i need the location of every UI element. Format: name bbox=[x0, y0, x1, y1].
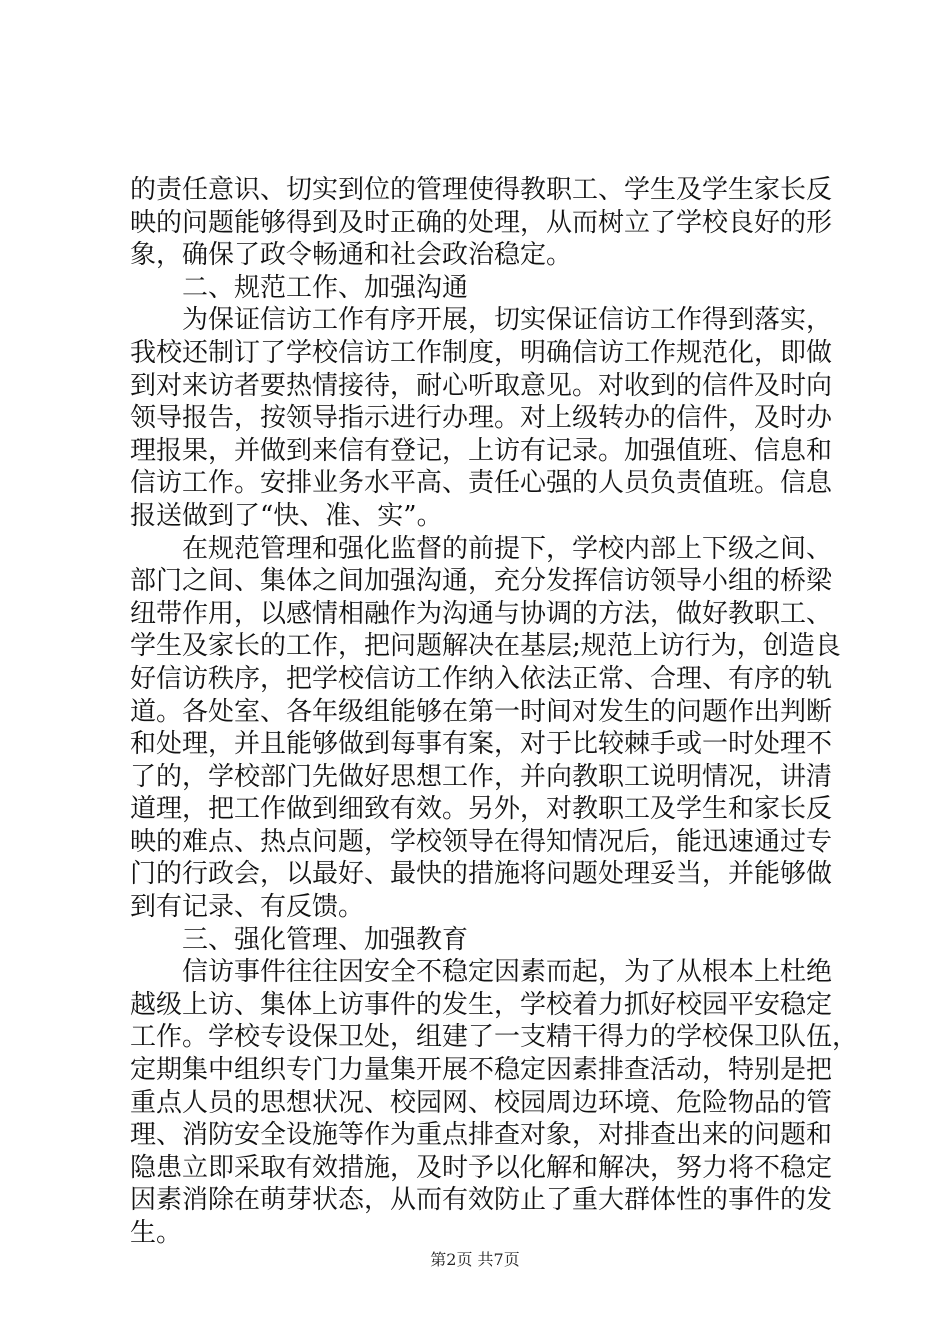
text-line: 象，确保了政令畅通和社会政治稳定。 bbox=[130, 240, 573, 271]
text-line: 信访工作。安排业务水平高、责任心强的人员负责值班。信息 bbox=[130, 468, 833, 499]
text-line: 部门之间、集体之间加强沟通，充分发挥信访领导小组的桥梁 bbox=[130, 566, 833, 597]
text-line: 信访事件往往因安全不稳定因素而起，为了从根本上杜绝 bbox=[130, 957, 833, 988]
text-line: 到对来访者要热情接待，耐心听取意见。对收到的信件及时向 bbox=[130, 370, 833, 401]
text-line: 映的问题能够得到及时正确的处理，从而树立了学校良好的形 bbox=[130, 207, 833, 238]
text-line: 纽带作用，以感情相融作为沟通与协调的方法，做好教职工、 bbox=[130, 598, 833, 629]
text-line: 了的，学校部门先做好思想工作，并向教职工说明情况，讲清 bbox=[130, 761, 833, 792]
text-line: 隐患立即采取有效措施，及时予以化解和解决，努力将不稳定 bbox=[130, 1152, 833, 1183]
text-line: 报送做到了“快、准、实”。 bbox=[130, 500, 443, 531]
text-line: 映的难点、热点问题，学校领导在得知情况后，能迅速通过专 bbox=[130, 826, 833, 857]
text-line: 定期集中组织专门力量集开展不稳定因素排查活动，特别是把 bbox=[130, 1055, 833, 1086]
text-line: 的责任意识、切实到位的管理使得教职工、学生及学生家长反 bbox=[130, 175, 833, 205]
text-line: 在规范管理和强化监督的前提下，学校内部上下级之间、 bbox=[130, 533, 833, 564]
text-line: 二、规范工作、加强沟通 bbox=[130, 272, 469, 303]
text-line: 学生及家长的工作，把问题解决在基层;规范上访行为，创造良 bbox=[130, 631, 841, 662]
text-line: 越级上访、集体上访事件的发生，学校着力抓好校园平安稳定 bbox=[130, 989, 833, 1020]
text-line: 三、强化管理、加强教育 bbox=[130, 924, 469, 955]
text-line: 工作。学校专设保卫处，组建了一支精干得力的学校保卫队伍， bbox=[130, 1022, 859, 1053]
text-line: 理、消防安全设施等作为重点排查对象，对排查出来的问题和 bbox=[130, 1120, 833, 1151]
text-line: 到有记录、有反馈。 bbox=[130, 892, 365, 923]
text-line: 道理，把工作做到细致有效。另外，对教职工及学生和家长反 bbox=[130, 794, 833, 825]
text-line: 门的行政会，以最好、最快的措施将问题处理妥当，并能够做 bbox=[130, 859, 833, 890]
page-footer: 第2页 共7页 bbox=[430, 1250, 520, 1269]
document-body bbox=[130, 174, 859, 1250]
text-line: 理报果，并做到来信有登记，上访有记录。加强值班、信息和 bbox=[130, 435, 833, 466]
text-line: 好信访秩序，把学校信访工作纳入依法正常、合理、有序的轨 bbox=[130, 663, 833, 694]
text-line: 和处理，并且能够做到每事有案，对于比较棘手或一时处理不 bbox=[130, 729, 833, 760]
text-line: 我校还制订了学校信访工作制度，明确信访工作规范化，即做 bbox=[130, 337, 833, 368]
text-line: 重点人员的思想状况、校园网、校园周边环境、危险物品的管 bbox=[130, 1087, 833, 1118]
text-line: 道。各处室、各年级组能够在第一时间对发生的问题作出判断 bbox=[130, 696, 833, 727]
text-line: 因素消除在萌芽状态，从而有效防止了重大群体性的事件的发 bbox=[130, 1185, 833, 1216]
text-line: 生。 bbox=[130, 1218, 183, 1248]
text-line: 领导报告，按领导指示进行办理。对上级转办的信件，及时办 bbox=[130, 403, 833, 434]
text-line: 为保证信访工作有序开展，切实保证信访工作得到落实， bbox=[130, 305, 833, 336]
